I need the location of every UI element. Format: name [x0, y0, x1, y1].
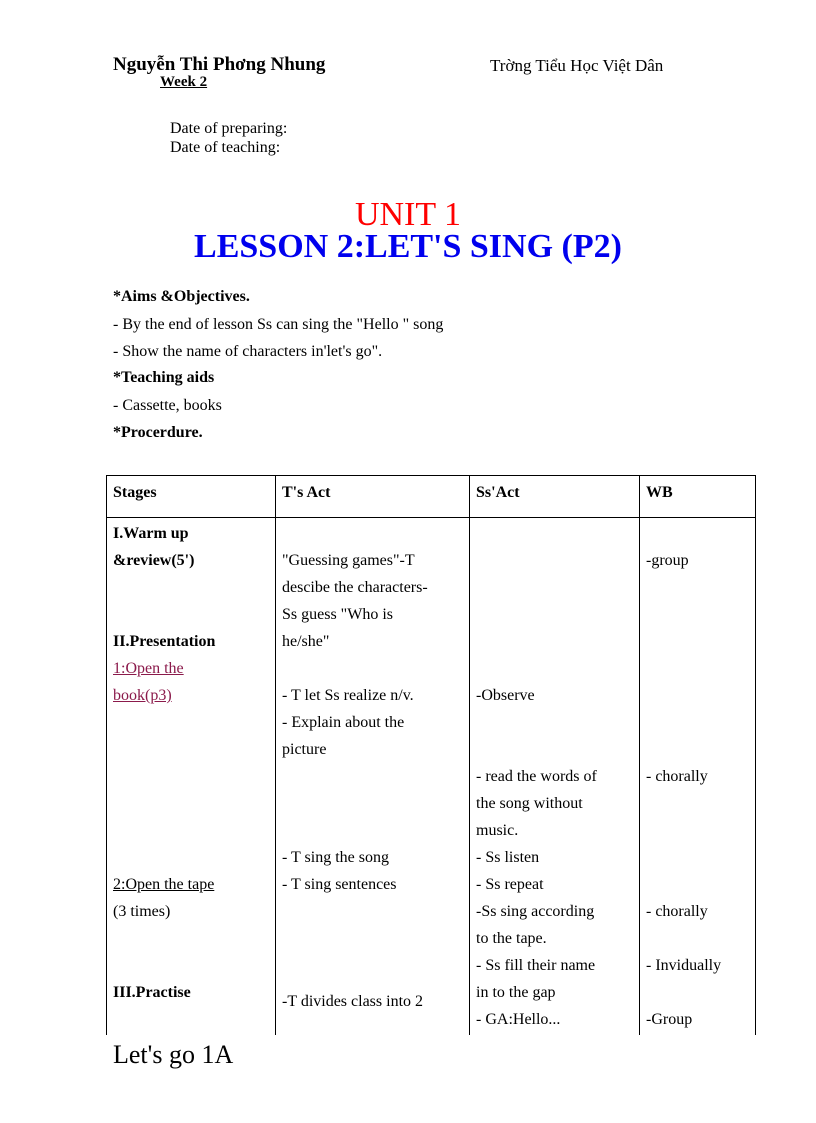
ss-act-line: music. — [476, 822, 519, 839]
stage-times: (3 times) — [113, 903, 171, 920]
date-of-preparing: Date of preparing: — [170, 120, 288, 137]
ss-act-line: -Ss sing according — [476, 903, 595, 920]
stage-open-book: 1:Open the — [113, 660, 184, 677]
aims-heading: *Aims &Objectives. — [113, 288, 250, 305]
wb-line: - chorally — [646, 768, 708, 785]
header-wb: WB — [640, 476, 756, 518]
t-act-line: - T sing sentences — [282, 876, 397, 893]
stage-open-tape: 2:Open the tape — [113, 876, 215, 893]
aims-item: - Show the name of characters in'let's go". — [113, 343, 383, 360]
procedure-heading: *Procerdure. — [113, 424, 203, 441]
stage-practise: III.Practise — [113, 984, 191, 1001]
t-act-line: Ss guess "Who is — [282, 606, 393, 623]
t-act-line: picture — [282, 741, 327, 758]
stage-warmup-review: &review(5') — [113, 552, 195, 569]
header-stages: Stages — [107, 476, 276, 518]
table-row — [107, 518, 756, 1036]
stage-presentation: II.Presentation — [113, 633, 216, 650]
wb-line: - chorally — [646, 903, 708, 920]
ss-act-line: - Ss fill their name — [476, 957, 596, 974]
wb-cell — [640, 518, 756, 1036]
t-act-cell — [276, 518, 470, 1036]
aids-heading: *Teaching aids — [113, 369, 215, 386]
wb-line: -Group — [646, 1011, 693, 1028]
header-t-act: T's Act — [276, 476, 470, 518]
t-act-line: - T let Ss realize n/v. — [282, 687, 414, 704]
t-act-line: descibe the characters- — [282, 579, 428, 596]
table-header-row — [107, 476, 756, 518]
stage-open-book-page: book(p3) — [113, 687, 172, 704]
t-act-line: - T sing the song — [282, 849, 389, 866]
header-ss-act: Ss'Act — [470, 476, 640, 518]
ss-act-line: - Ss listen — [476, 849, 540, 866]
stages-cell — [107, 518, 276, 1036]
week-label: Week 2 — [160, 74, 208, 90]
wb-line: - Invidually — [646, 957, 722, 974]
ss-act-line: - Ss repeat — [476, 876, 544, 893]
aids-item: - Cassette, books — [113, 397, 222, 414]
lesson-plan-table — [106, 475, 756, 1035]
ss-act-line: -Observe — [476, 687, 535, 704]
unit-title: UNIT 1 — [354, 196, 462, 233]
footer-text: Let's go 1A — [113, 1040, 234, 1069]
aims-item: - By the end of lesson Ss can sing the "Hello " song — [113, 316, 444, 333]
stage-warmup: I.Warm up — [113, 525, 189, 542]
date-of-teaching: Date of teaching: — [170, 139, 281, 156]
ss-act-cell — [470, 518, 640, 1036]
ss-act-line: - GA:Hello... — [476, 1011, 561, 1028]
ss-act-line: in to the gap — [476, 984, 556, 1001]
lesson-title: LESSON 2:LET'S SING (P2) — [194, 228, 622, 265]
school-name: Trờng Tiểu Học Việt Dân — [490, 56, 664, 75]
author-name: Nguyễn Thi Phơng Nhung — [113, 54, 326, 75]
ss-act-line: the song without — [476, 795, 583, 812]
t-act-line: -T divides class into 2 — [282, 993, 424, 1010]
wb-line: -group — [646, 552, 689, 569]
ss-act-line: to the tape. — [476, 930, 547, 947]
t-act-line: he/she" — [282, 633, 330, 650]
t-act-line: "Guessing games"-T — [282, 552, 415, 569]
ss-act-line: - read the words of — [476, 768, 597, 785]
t-act-line: - Explain about the — [282, 714, 405, 731]
